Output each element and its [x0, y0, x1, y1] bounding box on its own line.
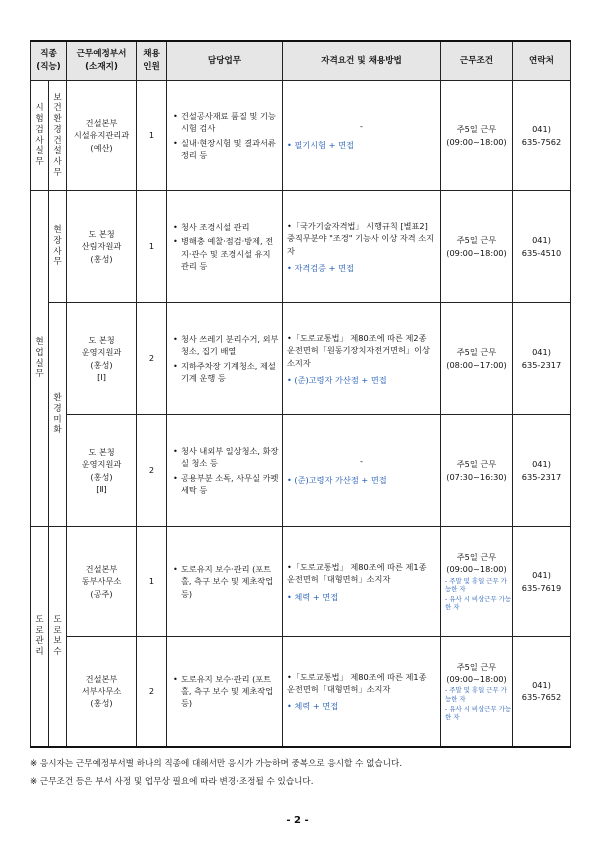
qualification-cell	[283, 527, 441, 637]
count-cell: 1	[137, 81, 167, 191]
header-qualification: 자격요건 및 채용방법	[283, 41, 441, 81]
table-row	[31, 81, 571, 191]
contact-cell: 041) 635-2317	[513, 303, 571, 415]
job-sub-cell: 보건환경건설사무	[49, 81, 67, 191]
table-row	[31, 303, 571, 415]
job-group-cell: 현업실무	[31, 191, 49, 527]
duty-item: • 청사 쓰레기 분리수거, 외부 청소, 집기 배열	[173, 333, 279, 358]
job-sub-cell: 현장사무	[49, 191, 67, 303]
contact-cell: 041) 635-2317	[513, 415, 571, 527]
duty-item: • 청사 조경시설 관리	[173, 221, 279, 233]
dept-cell: 건설본부 서부사무소 (홍성)	[67, 637, 137, 747]
condition-cell: 주5일 근무 (08:00~17:00)	[441, 303, 513, 415]
condition-cell: 주5일 근무 (07:30~16:30)	[441, 415, 513, 527]
condition-note: - 유사 시 비상근무 가능한 자	[445, 704, 511, 722]
job-group-cell: 도로관리	[31, 527, 49, 747]
qualification-cell	[283, 81, 441, 191]
job-sub-cell: 도로보수	[49, 527, 67, 747]
qualification-text: •「도로교통법」 제80조에 따른 제1종 운전면허「대형면허」소지자	[287, 671, 427, 695]
condition-cell	[441, 637, 513, 747]
duty-item: • 도로유지 보수·관리 (포트홀, 측구 보수 및 제초작업 등)	[173, 563, 279, 600]
contact-cell: 041) 635-7619	[513, 527, 571, 637]
table-row	[31, 637, 571, 747]
header-contact: 연락처	[513, 41, 571, 81]
condition-main: 주5일 근무 (09:00~18:00)	[446, 661, 507, 684]
duty-cell	[167, 415, 283, 527]
qualification-cell	[283, 303, 441, 415]
qualification-text: •「국가기술자격법」 시행규칙 [별표2] 중직무분야 "조경" 기능사 이상 자격 소지자	[287, 220, 435, 256]
hiring-method: • 자격검증 + 면접	[287, 262, 354, 273]
condition-note: - 주말 및 휴일 근무 가능한 자	[445, 576, 507, 594]
table-header-row	[31, 41, 571, 81]
page-number: - 2 -	[286, 815, 309, 826]
header-dept: 근무예정부서 (소재지)	[67, 41, 137, 81]
duty-cell	[167, 637, 283, 747]
table-row	[31, 191, 571, 303]
duty-item: • 건설공사재료 품질 및 기능 시험 검사	[173, 110, 279, 135]
condition-main: 주5일 근무 (09:00~18:00)	[446, 551, 507, 575]
count-cell: 2	[137, 415, 167, 527]
duty-item: • 공용부분 소독, 사무실 카펫 세탁 등	[173, 472, 279, 497]
condition-cell	[441, 527, 513, 637]
condition-note: - 주말 및 휴일 근무 가능한 자	[445, 686, 507, 703]
table-row	[31, 527, 571, 637]
count-cell: 2	[137, 303, 167, 415]
condition-cell: 주5일 근무 (09:00~18:00)	[441, 81, 513, 191]
qualification-text: •「도로교통법」 제80조에 따른 제1종 운전면허「대형면허」소지자	[287, 562, 427, 585]
duty-cell	[167, 191, 283, 303]
job-group-cell: 시험검사실무	[31, 81, 49, 191]
dept-cell: 건설본부 시설유지관리과 (예산)	[67, 81, 137, 191]
dept-cell: 도 본청 산림자원과 (홍성)	[67, 191, 137, 303]
hiring-method: • 체력 + 면접	[287, 701, 339, 712]
recruitment-table	[30, 40, 571, 748]
dept-cell: 도 본청 운영지원과 (홍성) [Ⅰ]	[67, 303, 137, 415]
header-job-type: 직종 (직능)	[31, 41, 67, 81]
job-sub-cell: 환경미화	[49, 303, 67, 527]
condition-cell: 주5일 근무 (09:00~18:00)	[441, 191, 513, 303]
count-cell: 1	[137, 527, 167, 637]
duty-cell	[167, 81, 283, 191]
hiring-method: • (준)고령자 가산점 + 면접	[287, 474, 387, 485]
duty-item: • 지하주차장 기계청소, 제설기계 운행 등	[173, 360, 279, 385]
header-count: 채용 인원	[137, 41, 167, 81]
duty-cell	[167, 527, 283, 637]
footnotes	[30, 758, 570, 790]
table-row	[31, 415, 571, 527]
header-duty: 담당업무	[167, 41, 283, 81]
qualification-text: •「도로교통법」 제80조에 따른 제2종 운전면허「원동기장치자전거면허」이상 소지자	[287, 332, 430, 368]
contact-cell: 041) 635-7562	[513, 81, 571, 191]
recruitment-page	[30, 40, 570, 795]
hiring-method: • (준)고령자 가산점 + 면접	[287, 374, 387, 385]
contact-cell: 041) 635-7652	[513, 637, 571, 747]
count-cell: 1	[137, 191, 167, 303]
header-condition: 근무조건	[441, 41, 513, 81]
count-cell: 2	[137, 637, 167, 747]
hiring-method: • 필기시험 + 면접	[287, 139, 354, 150]
qualification-text: -	[360, 456, 363, 467]
contact-cell: 041) 635-4510	[513, 191, 571, 303]
duty-item: • 청사 내외부 일상청소, 화장실 청소 등	[173, 445, 279, 470]
hiring-method: • 체력 + 면접	[287, 591, 339, 602]
duty-item: • 도로유지 보수·관리 (포트홀, 측구 보수 및 제초작업 등)	[173, 673, 279, 710]
duty-item: • 병해충 예찰·점검·방제, 전지·관수 및 조경시설 유지 관리 등	[173, 235, 279, 272]
dept-cell: 건설본부 동부사무소 (공주)	[67, 527, 137, 637]
duty-item: • 실내·현장시험 및 결과서류 정리 등	[173, 137, 279, 162]
footnote: ※ 근무조건 등은 부서 사정 및 업무상 필요에 따라 변경·조정될 수 있습니다.	[30, 777, 314, 788]
qualification-cell	[283, 191, 441, 303]
qualification-cell	[283, 637, 441, 747]
condition-note: - 유사 시 비상근무 가능한 자	[445, 594, 511, 612]
qualification-text: -	[360, 121, 363, 132]
footnote: ※ 응시자는 근무예정부서별 하나의 직종에 대해서만 응시가 가능하며 중복으로 응시할 수 없습니다.	[30, 758, 403, 769]
dept-cell: 도 본청 운영지원과 (홍성) [Ⅱ]	[67, 415, 137, 527]
duty-cell	[167, 303, 283, 415]
qualification-cell	[283, 415, 441, 527]
